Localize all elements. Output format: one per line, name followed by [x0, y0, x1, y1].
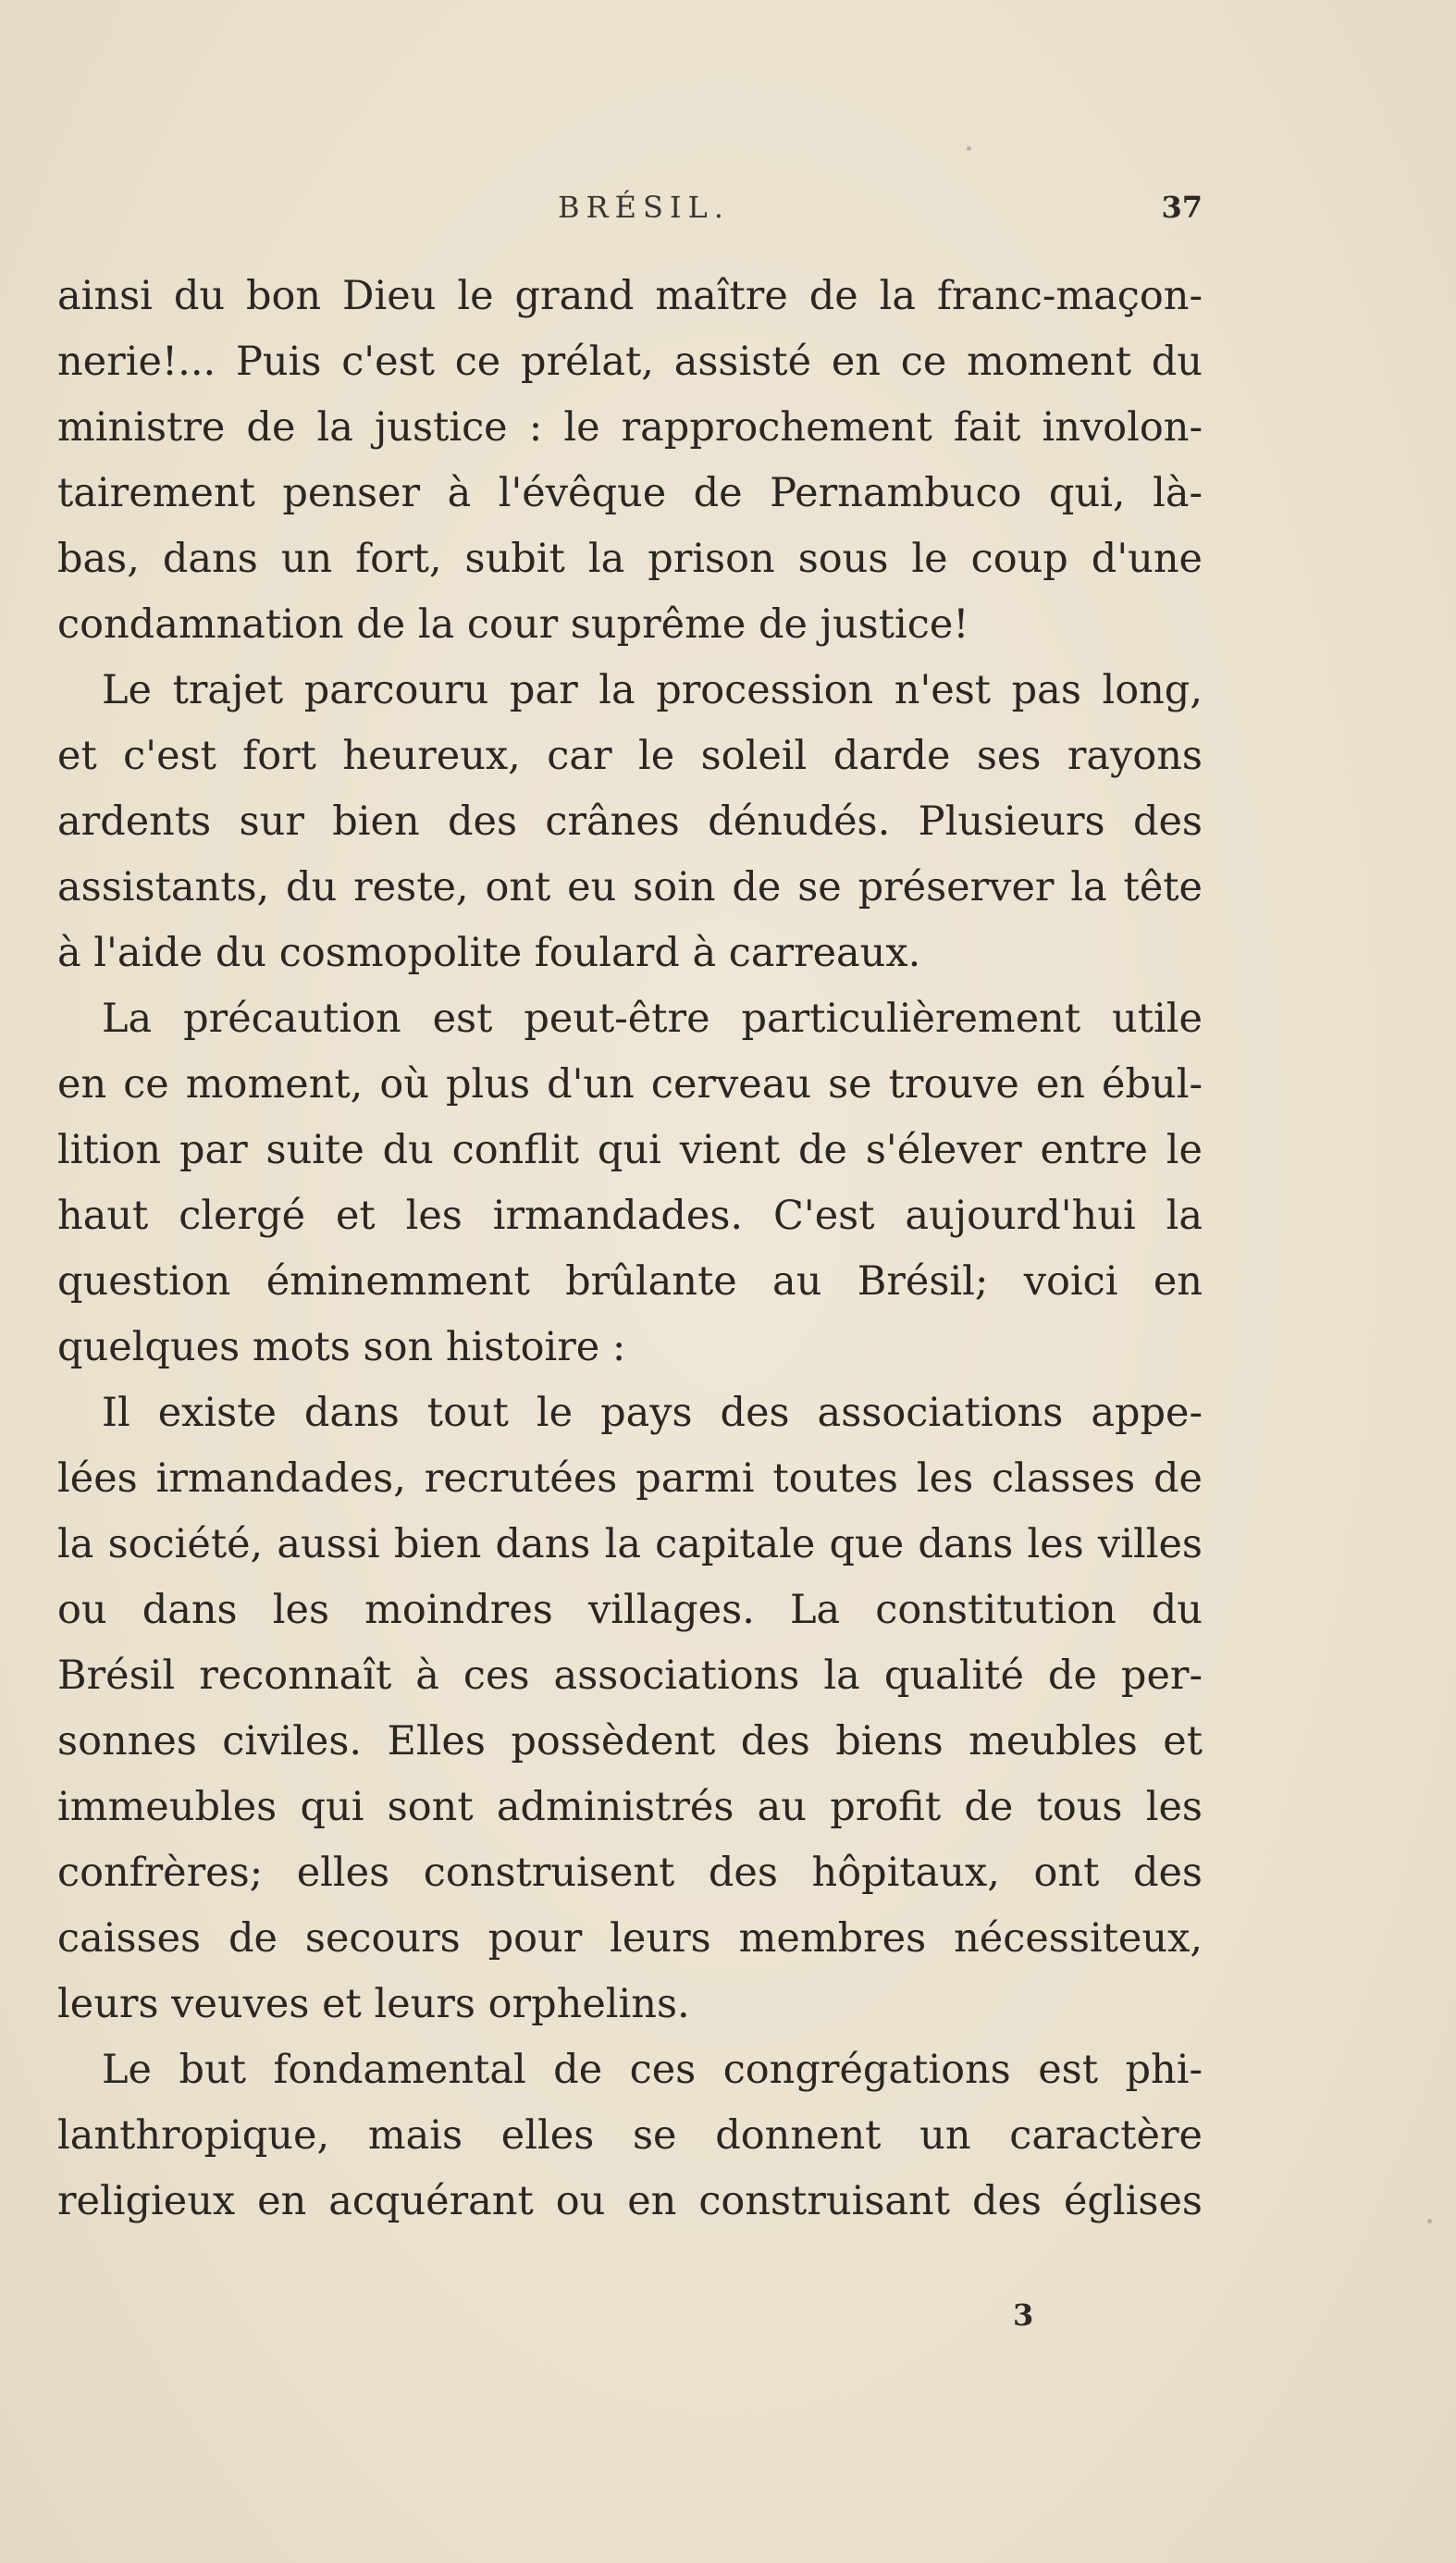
text-line: bas, dans un fort, subit la prison sous le coup d'une [57, 536, 1203, 582]
signature-mark: 3 [1013, 2297, 1034, 2333]
text-line: ou dans les moindres villages. La constitution du [57, 1587, 1203, 1633]
text-line: en ce moment, où plus d'un cerveau se trouve en ébul- [57, 1061, 1203, 1108]
body-text [57, 264, 1203, 2235]
text-line: lition par suite du conflit qui vient de s'élever entre le [57, 1127, 1203, 1173]
text-line: la société, aussi bien dans la capitale que dans les villes [57, 1521, 1203, 1567]
text-line: lanthropique, mais elles se donnent un caractère [57, 2112, 1203, 2159]
text-line: question éminemment brûlante au Brésil; voici en [57, 1258, 1203, 1305]
running-title: BRÉSIL. [558, 190, 730, 225]
text-line: leurs veuves et leurs orphelins. [57, 1981, 690, 2027]
text-line: Le trajet parcouru par la procession n'est pas long, [102, 667, 1203, 713]
paper-speck [1427, 2219, 1432, 2223]
text-line: condamnation de la cour suprême de justice! [57, 601, 969, 648]
page-header [57, 190, 1203, 236]
paper-speck [967, 146, 971, 151]
text-line: ardents sur bien des crânes dénudés. Plusieurs des [57, 799, 1203, 845]
text-line: confrères; elles construisent des hôpitaux, ont des [57, 1850, 1203, 1896]
text-line: caisses de secours pour leurs membres nécessiteux, [57, 1915, 1203, 1962]
text-line: haut clergé et les irmandades. C'est aujourd'hui la [57, 1193, 1203, 1239]
text-line: assistants, du reste, ont eu soin de se préserver la tête [57, 864, 1203, 910]
text-line: Le but fondamental de ces congrégations est phi- [102, 2047, 1203, 2093]
text-line: Brésil reconnaît à ces associations la qualité de per- [57, 1653, 1203, 1699]
text-line: immeubles qui sont administrés au profit de tous les [57, 1784, 1203, 1830]
text-line: ministre de la justice : le rapprochement fait involon- [57, 404, 1203, 451]
page-number: 37 [1161, 190, 1203, 225]
text-line: Il existe dans tout le pays des associations appe- [102, 1390, 1203, 1436]
text-line: nerie!... Puis c'est ce prélat, assisté en ce moment du [57, 339, 1203, 385]
text-line: La précaution est peut-être particulièrement utile [102, 996, 1203, 1042]
text-line: lées irmandades, recrutées parmi toutes les classes de [57, 1455, 1203, 1502]
text-line: religieux en acquérant ou en construisant des églises [57, 2178, 1203, 2224]
text-line: quelques mots son histoire : [57, 1324, 626, 1370]
text-line: tairement penser à l'évêque de Pernambuco qui, là- [57, 470, 1203, 516]
text-line: et c'est fort heureux, car le soleil darde ses rayons [57, 733, 1203, 779]
text-line: à l'aide du cosmopolite foulard à carreaux. [57, 930, 921, 976]
text-line: sonnes civiles. Elles possèdent des biens meubles et [57, 1718, 1203, 1764]
text-line: ainsi du bon Dieu le grand maître de la franc-maçon- [57, 273, 1203, 319]
